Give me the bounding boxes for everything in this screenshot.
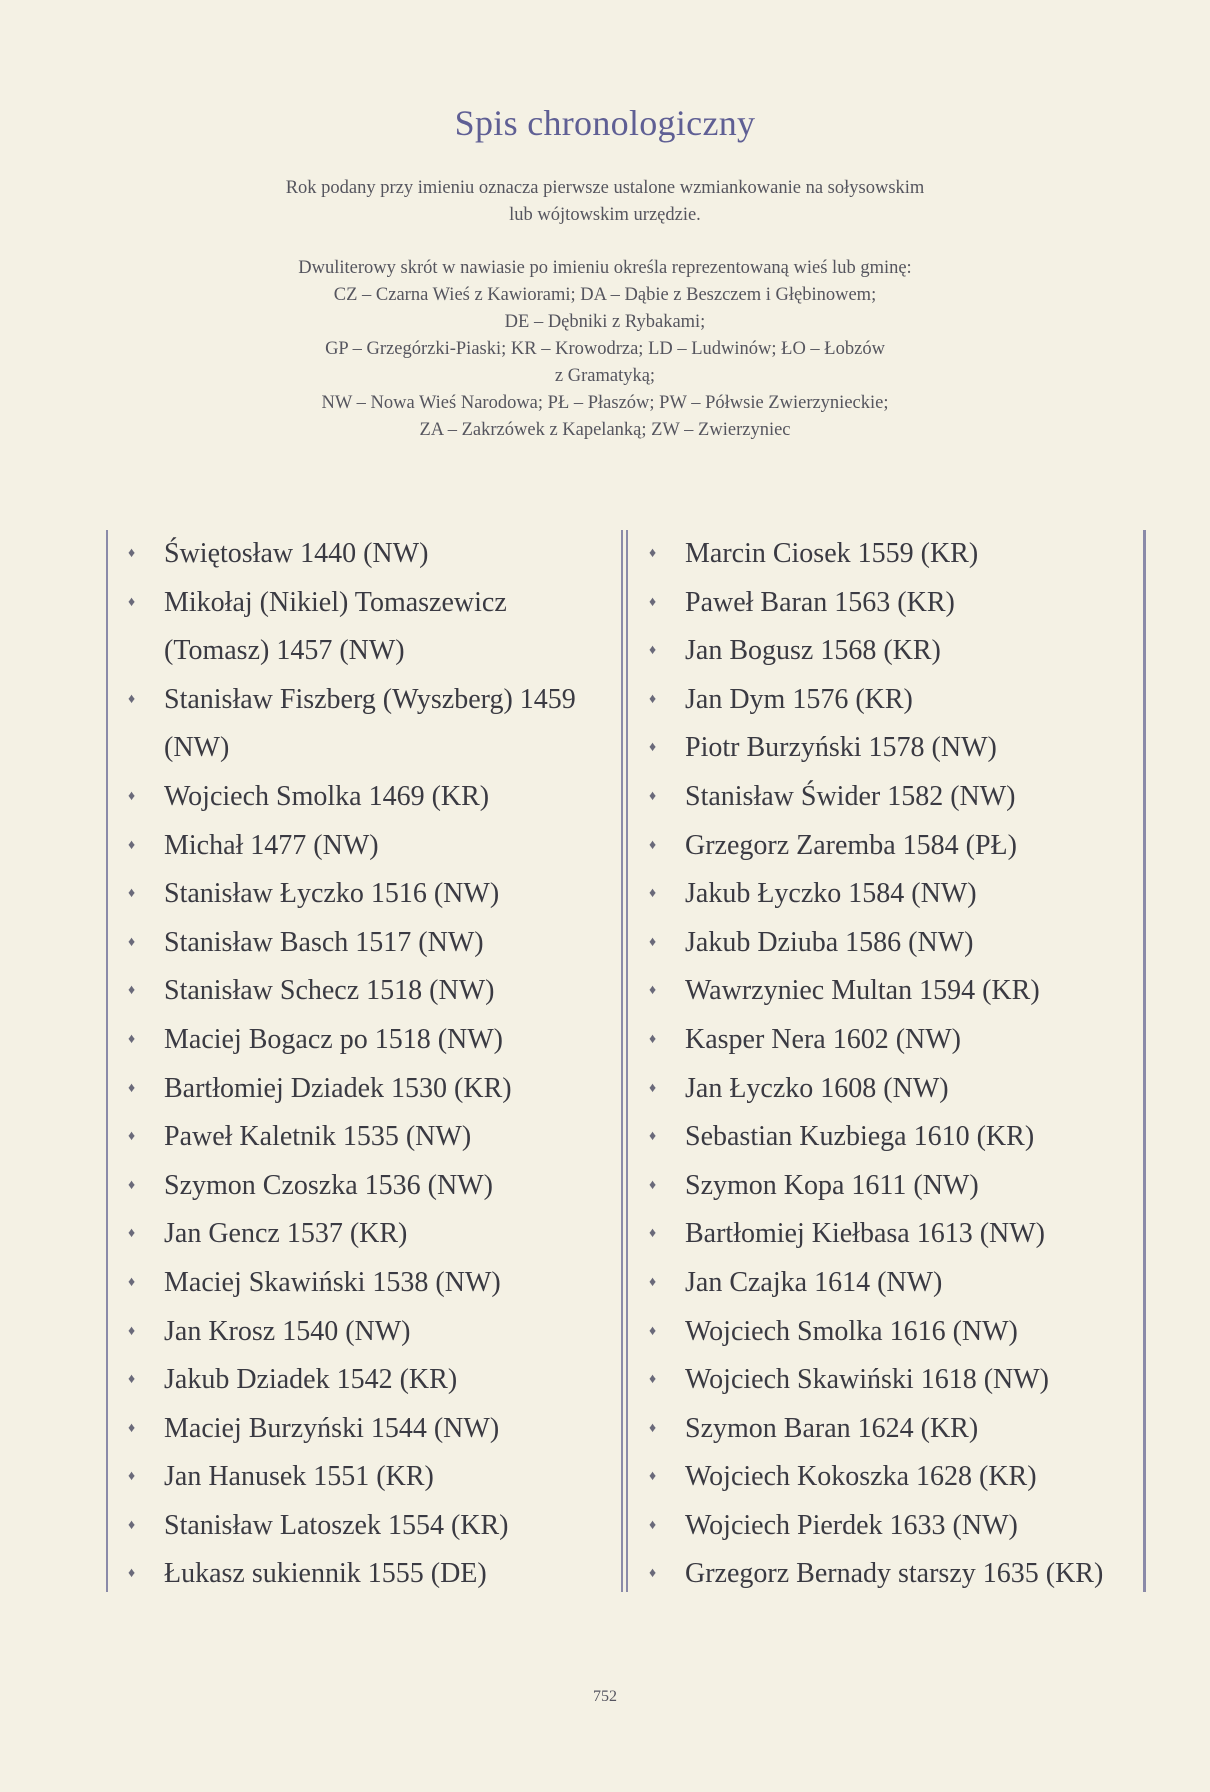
list-item xyxy=(628,530,1143,579)
diamond-bullet-icon: ♦ xyxy=(649,886,657,902)
list-item-text: Jan Łyczko 1608 (NW) xyxy=(685,1072,949,1104)
diamond-bullet-icon: ♦ xyxy=(649,594,657,610)
list-item xyxy=(628,967,1143,1016)
intro-line: z Gramatyką; xyxy=(554,366,656,386)
left-column xyxy=(106,530,620,1592)
list-item xyxy=(108,1259,620,1308)
list-item-text: Świętosław 1440 (NW) xyxy=(164,538,429,569)
diamond-bullet-icon: ♦ xyxy=(649,837,657,853)
list-item-text: Jakub Dziuba 1586 (NW) xyxy=(685,926,974,958)
list-item xyxy=(108,773,620,822)
list-item xyxy=(628,1016,1143,1065)
list-item xyxy=(108,1356,620,1405)
list-item-text: Paweł Kaletnik 1535 (NW) xyxy=(164,1121,472,1153)
list-item-text: (Tomasz) 1457 (NW) xyxy=(164,635,405,667)
intro-line: NW – Nowa Wieś Narodowa; PŁ – Płaszów; PW – Półwsie Zwierzynieckie; xyxy=(321,393,889,413)
diamond-bullet-icon: ♦ xyxy=(649,1566,657,1582)
list-item-text: Wojciech Kokoszka 1628 (KR) xyxy=(685,1461,1037,1493)
list-item xyxy=(108,579,620,628)
diamond-bullet-icon: ♦ xyxy=(128,546,136,561)
diamond-bullet-icon: ♦ xyxy=(649,934,657,950)
list-item xyxy=(108,822,620,871)
list-item xyxy=(108,1016,620,1065)
list-item-text: Stanisław Schecz 1518 (NW) xyxy=(164,975,495,1007)
list-item-text: Wojciech Smolka 1616 (NW) xyxy=(685,1315,1018,1347)
list-item-text: Michał 1477 (NW) xyxy=(164,829,379,861)
list-item-text: Jan Bogusz 1568 (KR) xyxy=(685,635,941,667)
diamond-bullet-icon: ♦ xyxy=(128,1420,136,1436)
diamond-bullet-icon: ♦ xyxy=(649,1080,657,1096)
list-item xyxy=(108,1113,620,1162)
intro-line: ZA – Zakrzówek z Kapelanką; ZW – Zwierzyniec xyxy=(419,420,791,440)
list-item-text: Szymon Baran 1624 (KR) xyxy=(685,1412,979,1444)
paragraph-gap xyxy=(230,229,980,255)
list-item-text: Jan Czajka 1614 (NW) xyxy=(685,1266,943,1298)
list-item-text: Maciej Bogacz po 1518 (NW) xyxy=(164,1023,503,1055)
diamond-bullet-icon: ♦ xyxy=(649,983,657,999)
diamond-bullet-icon: ♦ xyxy=(128,788,136,804)
list-item-text: Stanisław Świder 1582 (NW) xyxy=(685,780,1016,812)
list-item-text: Stanisław Latoszek 1554 (KR) xyxy=(164,1509,509,1541)
list-item xyxy=(108,967,620,1016)
list-item xyxy=(628,1405,1143,1454)
diamond-bullet-icon: ♦ xyxy=(128,837,136,853)
list-item xyxy=(108,1162,620,1211)
list-item xyxy=(108,1550,620,1599)
diamond-bullet-icon: ♦ xyxy=(649,1129,657,1145)
list-item-text: Paweł Baran 1563 (KR) xyxy=(685,586,955,618)
page-number: 752 xyxy=(593,1688,617,1705)
list-item xyxy=(628,1259,1143,1308)
list-item-text: Stanisław Fiszberg (Wyszberg) 1459 xyxy=(164,683,576,715)
diamond-bullet-icon: ♦ xyxy=(128,1177,136,1193)
list-item-text: Bartłomiej Dziadek 1530 (KR) xyxy=(164,1072,512,1104)
list-item xyxy=(108,870,620,919)
list-item-text: Jakub Łyczko 1584 (NW) xyxy=(685,878,977,910)
list-item-text: Grzegorz Bernady starszy 1635 (KR) xyxy=(685,1558,1104,1590)
list-item-text: Jan Dym 1576 (KR) xyxy=(685,683,913,715)
list-item xyxy=(108,919,620,968)
diamond-bullet-icon: ♦ xyxy=(128,1129,136,1145)
list-item-text: Maciej Burzyński 1544 (NW) xyxy=(164,1412,500,1444)
list-item xyxy=(108,1210,620,1259)
list-item-text: Jan Krosz 1540 (NW) xyxy=(164,1315,411,1347)
list-item-text: Kasper Nera 1602 (NW) xyxy=(685,1023,961,1055)
intro-line: DE – Dębniki z Rybakami; xyxy=(504,312,706,332)
diamond-bullet-icon: ♦ xyxy=(128,983,136,999)
diamond-bullet-icon: ♦ xyxy=(649,1420,657,1436)
list-item xyxy=(628,1065,1143,1114)
list-item xyxy=(628,1210,1143,1259)
list-item xyxy=(628,1550,1143,1599)
list-item xyxy=(108,1405,620,1454)
list-item-text: Wojciech Smolka 1469 (KR) xyxy=(164,780,490,812)
list-item xyxy=(108,724,620,773)
list-item-text: Szymon Kopa 1611 (NW) xyxy=(685,1169,979,1201)
diamond-bullet-icon: ♦ xyxy=(649,740,657,756)
intro-line: Dwuliterowy skrót w nawiasie po imieniu określa reprezentowaną wieś lub gminę: xyxy=(298,258,912,278)
list-item xyxy=(628,676,1143,725)
diamond-bullet-icon: ♦ xyxy=(649,1177,657,1193)
list-item-text: Piotr Burzyński 1578 (NW) xyxy=(685,732,997,764)
list-item-text: Łukasz sukiennik 1555 (DE) xyxy=(164,1558,487,1590)
diamond-bullet-icon: ♦ xyxy=(649,1372,657,1388)
list-item xyxy=(628,919,1143,968)
diamond-bullet-icon: ♦ xyxy=(128,594,136,610)
list-item-text: Wojciech Skawiński 1618 (NW) xyxy=(685,1364,1049,1396)
list-item xyxy=(108,627,620,676)
diamond-bullet-icon: ♦ xyxy=(128,1517,136,1533)
list-item-text: Bartłomiej Kiełbasa 1613 (NW) xyxy=(685,1218,1046,1250)
list-item xyxy=(628,724,1143,773)
diamond-bullet-icon: ♦ xyxy=(128,934,136,950)
list-item xyxy=(108,1453,620,1502)
right-list xyxy=(628,530,1143,1599)
list-item xyxy=(628,773,1143,822)
list-item-text: Marcin Ciosek 1559 (KR) xyxy=(685,538,979,569)
list-item xyxy=(628,870,1143,919)
left-list xyxy=(108,530,620,1599)
list-item xyxy=(108,1502,620,1551)
diamond-bullet-icon: ♦ xyxy=(649,1323,657,1339)
list-item-text: Jan Hanusek 1551 (KR) xyxy=(164,1461,434,1493)
intro-line: CZ – Czarna Wieś z Kawiorami; DA – Dąbie z Beszczem i Głębinowem; xyxy=(333,285,877,305)
diamond-bullet-icon: ♦ xyxy=(128,1080,136,1096)
diamond-bullet-icon: ♦ xyxy=(649,1517,657,1533)
diamond-bullet-icon: ♦ xyxy=(128,886,136,902)
diamond-bullet-icon: ♦ xyxy=(649,1226,657,1242)
list-item-text: Mikołaj (Nikiel) Tomaszewicz xyxy=(164,586,507,618)
diamond-bullet-icon: ♦ xyxy=(649,1469,657,1485)
diamond-bullet-icon: ♦ xyxy=(128,1372,136,1388)
list-item-text: Jakub Dziadek 1542 (KR) xyxy=(164,1364,458,1396)
diamond-bullet-icon: ♦ xyxy=(128,691,136,707)
list-item-text: (NW) xyxy=(164,732,230,764)
list-item-text: Maciej Skawiński 1538 (NW) xyxy=(164,1266,501,1298)
list-item xyxy=(628,1308,1143,1357)
list-item-text: Grzegorz Zaremba 1584 (PŁ) xyxy=(685,829,1017,861)
list-item xyxy=(628,1356,1143,1405)
list-item xyxy=(628,1502,1143,1551)
intro-line: Rok podany przy imieniu oznacza pierwsze ustalone wzmiankowanie na sołysowskim xyxy=(285,178,925,198)
diamond-bullet-icon: ♦ xyxy=(128,1323,136,1339)
list-item xyxy=(108,1065,620,1114)
list-item-text: Wojciech Pierdek 1633 (NW) xyxy=(685,1509,1018,1541)
list-item xyxy=(108,676,620,725)
list-item xyxy=(628,822,1143,871)
diamond-bullet-icon: ♦ xyxy=(128,1031,136,1047)
list-item-text: Stanisław Basch 1517 (NW) xyxy=(164,926,484,958)
diamond-bullet-icon: ♦ xyxy=(649,1274,657,1290)
list-item-text: Jan Gencz 1537 (KR) xyxy=(164,1218,408,1250)
diamond-bullet-icon: ♦ xyxy=(649,546,657,561)
list-item xyxy=(628,1453,1143,1502)
diamond-bullet-icon: ♦ xyxy=(128,1566,136,1582)
right-column xyxy=(626,530,1146,1592)
diamond-bullet-icon: ♦ xyxy=(128,1469,136,1485)
list-item-text: Szymon Czoszka 1536 (NW) xyxy=(164,1169,493,1201)
diamond-bullet-icon: ♦ xyxy=(649,643,657,659)
list-item xyxy=(628,627,1143,676)
intro-line: GP – Grzegórzki-Piaski; KR – Krowodrza; LD – Ludwinów; ŁO – Łobzów xyxy=(325,339,885,359)
list-item xyxy=(108,530,620,579)
diamond-bullet-icon: ♦ xyxy=(128,1226,136,1242)
list-item xyxy=(628,1162,1143,1211)
intro-line: lub wójtowskim urzędzie. xyxy=(509,205,701,225)
page-title: Spis chronologiczny xyxy=(454,103,756,143)
list-item xyxy=(628,1113,1143,1162)
list-item xyxy=(108,1308,620,1357)
diamond-bullet-icon: ♦ xyxy=(649,788,657,804)
list-item-text: Wawrzyniec Multan 1594 (KR) xyxy=(685,975,1040,1007)
list-item xyxy=(628,579,1143,628)
intro-text xyxy=(230,175,980,444)
diamond-bullet-icon: ♦ xyxy=(649,691,657,707)
list-item-text: Sebastian Kuzbiega 1610 (KR) xyxy=(685,1121,1035,1153)
diamond-bullet-icon: ♦ xyxy=(649,1031,657,1047)
diamond-bullet-icon: ♦ xyxy=(128,1274,136,1290)
list-item-text: Stanisław Łyczko 1516 (NW) xyxy=(164,878,500,910)
